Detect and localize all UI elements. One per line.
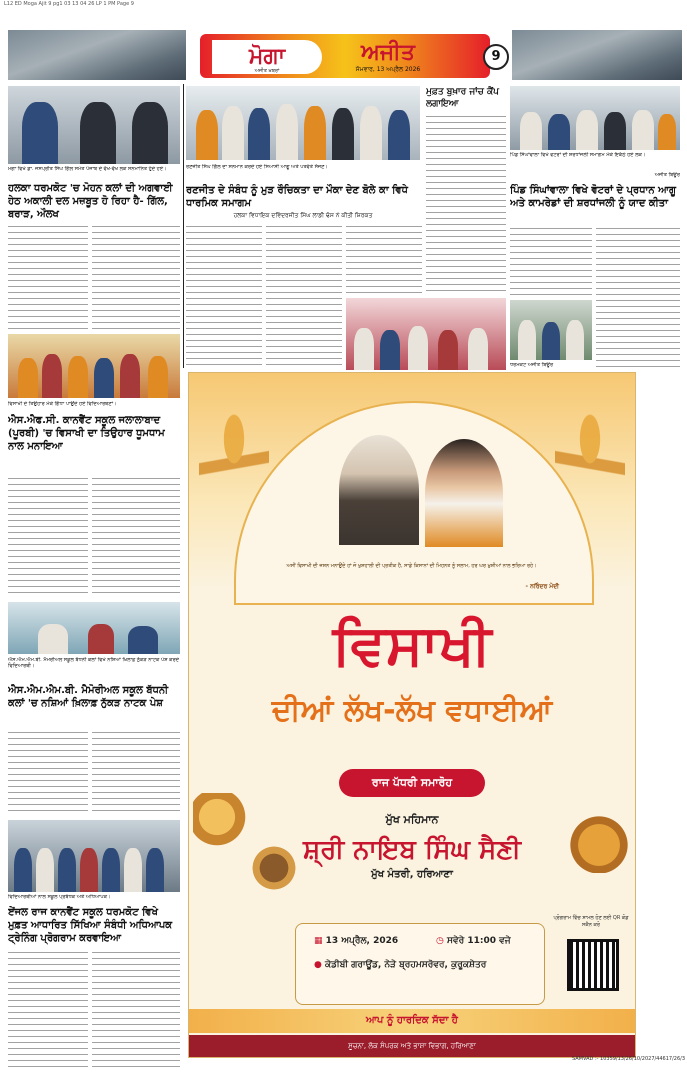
- ad-wishes: ਦੀਆਂ ਲੱਖ-ਲੱਖ ਵਧਾਈਆਂ: [271, 693, 553, 728]
- calendar-icon: ▦: [314, 936, 323, 946]
- col3-photo: [346, 298, 506, 370]
- col2-headline: ਰਣਜੀਤ ਦੇ ਸੰਬੰਧ ਨੂੰ ਮੁੜ ਰੌਚਿਕਤਾ ਦਾ ਮੌਕਾ ਦੇਣ ਬੋਲੇ ਕਾ ਵਿਧੇ ਧਾਰਮਿਕ ਸਮਾਗਮ: [186, 185, 408, 209]
- ad-title: ਵਿਸਾਖੀ: [332, 613, 492, 678]
- col1-caption-2: ਵਿਸਾਖੀ ਦੇ ਤਿਉਹਾਰ ਮੌਕੇ ਗਿੱਧਾ ਪਾਉਂਦੇ ਹੋਏ ਵਿਦਿਆਰਥਣਾਂ।: [8, 401, 117, 407]
- event-venue-text: ਕੇਡੀਬੀ ਗਰਾਊਂਡ, ਨੇੜੇ ਬ੍ਰਹਮਸਰੋਵਰ, ਕੁਰੂਕਸ਼ੇਤਰ: [325, 960, 487, 970]
- col1-headline-3: ਐਸ.ਐਮ.ਐਮ.ਬੀ. ਮੈਮੋਰੀਅਲ ਸਕੂਲ ਬੱਧਨੀ ਕਲਾਂ 'ਚ ਨਸ਼ਿਆਂ ਖ਼ਿਲਾਫ਼ ਨੁੱਕੜ ਨਾਟਕ ਪੇਸ਼: [8, 685, 169, 709]
- col1-headline-1: ਹਲਕਾ ਧਰਮਕੋਟ 'ਚ ਮੋਹਨ ਕਲਾਂ ਦੀ ਅਗਵਾਈ ਹੇਠ ਅਕਾਲੀ ਦਲ ਮਜ਼ਬੂਤ ਹੋ ਰਿਹਾ ਹੈ- ਗਿੱਲ, ਬਰਾੜ, ਔਲਖ: [8, 183, 173, 220]
- col4-headline: ਪਿੰਡ ਸਿੰਘਾਂਵਾਲਾ ਵਿਖੇ ਵੋਟਰਾਂ ਦੇ ਪ੍ਰਧਾਨ ਆਗੂ ਅਤੇ ਕਾਮਰੇਡਾਂ ਦੀ ਸ਼ਰਧਾਂਜਲੀ ਨੂੰ ਯਾਦ ਕੀਤਾ: [510, 185, 676, 209]
- ad-footer: ਸੂਚਨਾ, ਲੋਕ ਸੰਪਰਕ ਅਤੇ ਭਾਸ਼ਾ ਵਿਭਾਗ, ਹਰਿਆਣਾ: [189, 1035, 635, 1057]
- col4-text-a: [510, 228, 592, 300]
- chief-guest-name: ਸ਼੍ਰੀ ਨਾਇਬ ਸਿੰਘ ਸੈਣੀ: [302, 835, 522, 865]
- col2-caption: ਰਣਜੀਤ ਸਿੰਘ ਗਿੱਲ ਦਾ ਸਨਮਾਨ ਕਰਦੇ ਹੋਏ ਸਿਆਸੀ ਆਗੂ ਅਤੇ ਪਤਵੰਤੇ ਸੱਜਣ।: [186, 164, 328, 170]
- masthead-city-sub: ਅਜੀਤ ਖ਼ਬਰਾਂ: [254, 68, 280, 74]
- ad-event-details: [295, 923, 545, 1005]
- col2-subline: ਹਲਕਾ ਵਿਧਾਇਕ ਦਵਿੰਦਰਜੀਤ ਸਿੰਘ ਲਾਡੀ ਢੋਸ ਨੇ ਕੀਤੀ ਸ਼ਿਰਕਤ: [233, 212, 373, 219]
- dhol-right-icon: [569, 803, 629, 873]
- chief-guest-role: ਮੁੱਖ ਮੰਤਰੀ, ਹਰਿਆਣਾ: [371, 869, 453, 880]
- masthead: [200, 38, 490, 78]
- col2-text-b: [266, 226, 342, 366]
- col1-article-3-text-b: [92, 732, 180, 814]
- col3-headline: ਮੁਫ਼ਤ ਬੁਖ਼ਾਰ ਜਾਂਚ ਕੈਂਪ ਲਗਾਇਆ: [426, 87, 499, 109]
- print-slug: L12 ED Moga Ajit 9 pg1 03 13 04 26 LP 1 PM Page 9: [4, 1, 134, 7]
- col1-article-1-text-b: [92, 226, 180, 332]
- event-date-text: 13 ਅਪ੍ਰੈਲ, 2026: [325, 936, 399, 946]
- ad-greeting: ਆਪ ਨੂੰ ਹਾਰਦਿਕ ਸੱਦਾ ਹੈ: [189, 1009, 635, 1033]
- ad-event-pill: ਰਾਜ ਪੱਧਰੀ ਸਮਾਰੋਹ: [339, 769, 485, 797]
- col1-caption-1: ਮੋਗਾ ਵਿਖੇ ਡਾ. ਜਸਪ੍ਰੀਤ ਸਿੰਘ ਗਿੱਲ ਸਮੇਤ ਪੰਜਾਬ ਦੇ ਵੱਖ-ਵੱਖ ਲੋਕ ਸਨਮਾਨਿਤ ਹੁੰਦੇ ਹੋਏ।: [8, 166, 167, 172]
- col1-caption-4: ਵਿਦਿਆਰਥੀਆਂ ਨਾਲ ਸਕੂਲ ਪ੍ਰਬੰਧਕ ਅਤੇ ਅਧਿਆਪਕ।: [8, 894, 111, 900]
- leader-portrait-1: [339, 435, 419, 545]
- chief-guest-label: ਮੁੱਖ ਮਹਿਮਾਨ: [385, 813, 439, 826]
- col1-photo-1: [8, 86, 180, 164]
- location-pin-icon: ●: [314, 960, 322, 970]
- col1-article-3-text-a: [8, 732, 88, 814]
- col1-article-4-text-b: [92, 952, 180, 1070]
- event-time-text: ਸਵੇਰੇ 11:00 ਵਜੇ: [447, 936, 511, 946]
- col1-photo-2: [8, 334, 180, 398]
- samvad-code: SAMVAD :- 10359/13/26/10/2027/44617/26/3: [572, 1056, 685, 1062]
- dhol-left-icon: [193, 793, 253, 853]
- masthead-paper: ਅਜੀਤ: [361, 40, 415, 65]
- col1-caption-3: ਐਸ.ਐਮ.ਐਮ.ਬੀ. ਮੈਮੋਰੀਅਲ ਸਕੂਲ ਬੱਧਨੀ ਕਲਾਂ ਵਿਖੇ ਨਸ਼ਿਆਂ ਖ਼ਿਲਾਫ਼ ਨੁੱਕੜ ਨਾਟਕ ਪੇਸ਼ ਕਰਦੇ ਵਿਦਿਆਰਥੀ।: [8, 657, 179, 669]
- ad-quote: ਅਸੀਂ ਵਿਸਾਖੀ ਦੀ ਜਸ਼ਨ ਮਨਾਉਂਦੇ ਹਾਂ ਜੋ ਖੁਸ਼ਹਾਲੀ ਦੀ ਪ੍ਰਤੀਕ ਹੈ, ਸਾਡੇ ਕਿਸਾਨਾਂ ਦੀ ਮਿਹਨਤ ਨੂੰ ਸਲਾਮ, ਹਰ ਘਰ ਖ਼ੁਸ਼ੀਆਂ ਨਾਲ ਭਰਿਆ ਰਹੇ।: [286, 563, 537, 569]
- event-venue: [314, 960, 539, 970]
- col1-article-2-text-b: [92, 478, 180, 598]
- vaisakhi-ad: [188, 372, 636, 1058]
- column-rule-1: [183, 84, 184, 368]
- masthead-right-photo: [512, 30, 682, 80]
- col4-photo-2: [510, 300, 592, 360]
- event-time: [436, 936, 511, 946]
- clock-icon: ◷: [436, 936, 444, 946]
- masthead-city: ਮੋਗਾ: [212, 40, 322, 74]
- col1-article-1-text-a: [8, 226, 88, 332]
- masthead-left-photo: [8, 30, 186, 80]
- col1-headline-2: ਐਸ.ਐਫ.ਸੀ. ਕਾਨਵੈਂਟ ਸਕੂਲ ਜਲਾਲਾਬਾਦ (ਪੂਰਬੀ) 'ਚ ਵਿਸਾਖੀ ਦਾ ਤਿਉਹਾਰ ਧੂਮਧਾਮ ਨਾਲ ਮਨਾਇਆ: [8, 415, 165, 452]
- col4-caption-1: ਪਿੰਡ ਸਿੰਘਾਂਵਾਲਾ ਵਿਖੇ ਵੋਟਰਾਂ ਦੀ ਸ਼ਰਧਾਂਜਲੀ ਸਮਾਗਮ ਮੌਕੇ ਇਕੱਠੇ ਹੋਏ ਲੋਕ।: [510, 152, 646, 158]
- col2-text-c: [346, 226, 422, 296]
- col1-photo-3: [8, 602, 180, 654]
- page-number: 9: [483, 44, 509, 70]
- col1-article-2-text-a: [8, 478, 88, 598]
- col3-text: [426, 116, 506, 292]
- col1-article-4-text-a: [8, 952, 88, 1070]
- qr-code[interactable]: [567, 939, 619, 991]
- drum-icon: [249, 843, 299, 893]
- qr-instructions: ਪ੍ਰੋਗਰਾਮ ਵਿੱਚ ਸ਼ਾਮਲ ਹੋਣ ਲਈ QR ਕੋਡ ਸਕੈਨ ਕਰੋ: [553, 915, 629, 928]
- leader-portrait-2: [425, 439, 503, 547]
- ad-quote-author: - ਨਰਿੰਦਰ ਮੋਦੀ: [525, 583, 559, 590]
- col2-photo: [186, 86, 420, 160]
- col1-photo-4: [8, 820, 180, 892]
- col1-headline-4: ਏਂਜਲ ਰਾਜ ਕਾਨਵੈਂਟ ਸਕੂਲ ਧਰਮਕੋਟ ਵਿਖੇ ਮੁਫ਼ਤ ਆਧਾਰਿਤ ਸਿੱਖਿਆ ਸੰਬੰਧੀ ਅਧਿਆਪਕ ਟ੍ਰੇਨਿੰਗ ਪ੍ਰੋਗਰਾਮ ਕਰਵਾਇਆ: [8, 907, 173, 944]
- col4-caption-2: ਧਰਮਕੋਟ ਅਜੀਤ ਬਿਊਰੋ: [510, 362, 554, 368]
- col4-byline: ਅਜੀਤ ਬਿਊਰੋ: [654, 172, 680, 178]
- masthead-date: ਸੋਮਵਾਰ, 13 ਅਪ੍ਰੈਲ 2026: [355, 66, 421, 73]
- col4-photo-1: [510, 86, 680, 150]
- col2-text-a: [186, 226, 262, 366]
- col4-text-b: [596, 228, 680, 368]
- event-date: [314, 936, 398, 946]
